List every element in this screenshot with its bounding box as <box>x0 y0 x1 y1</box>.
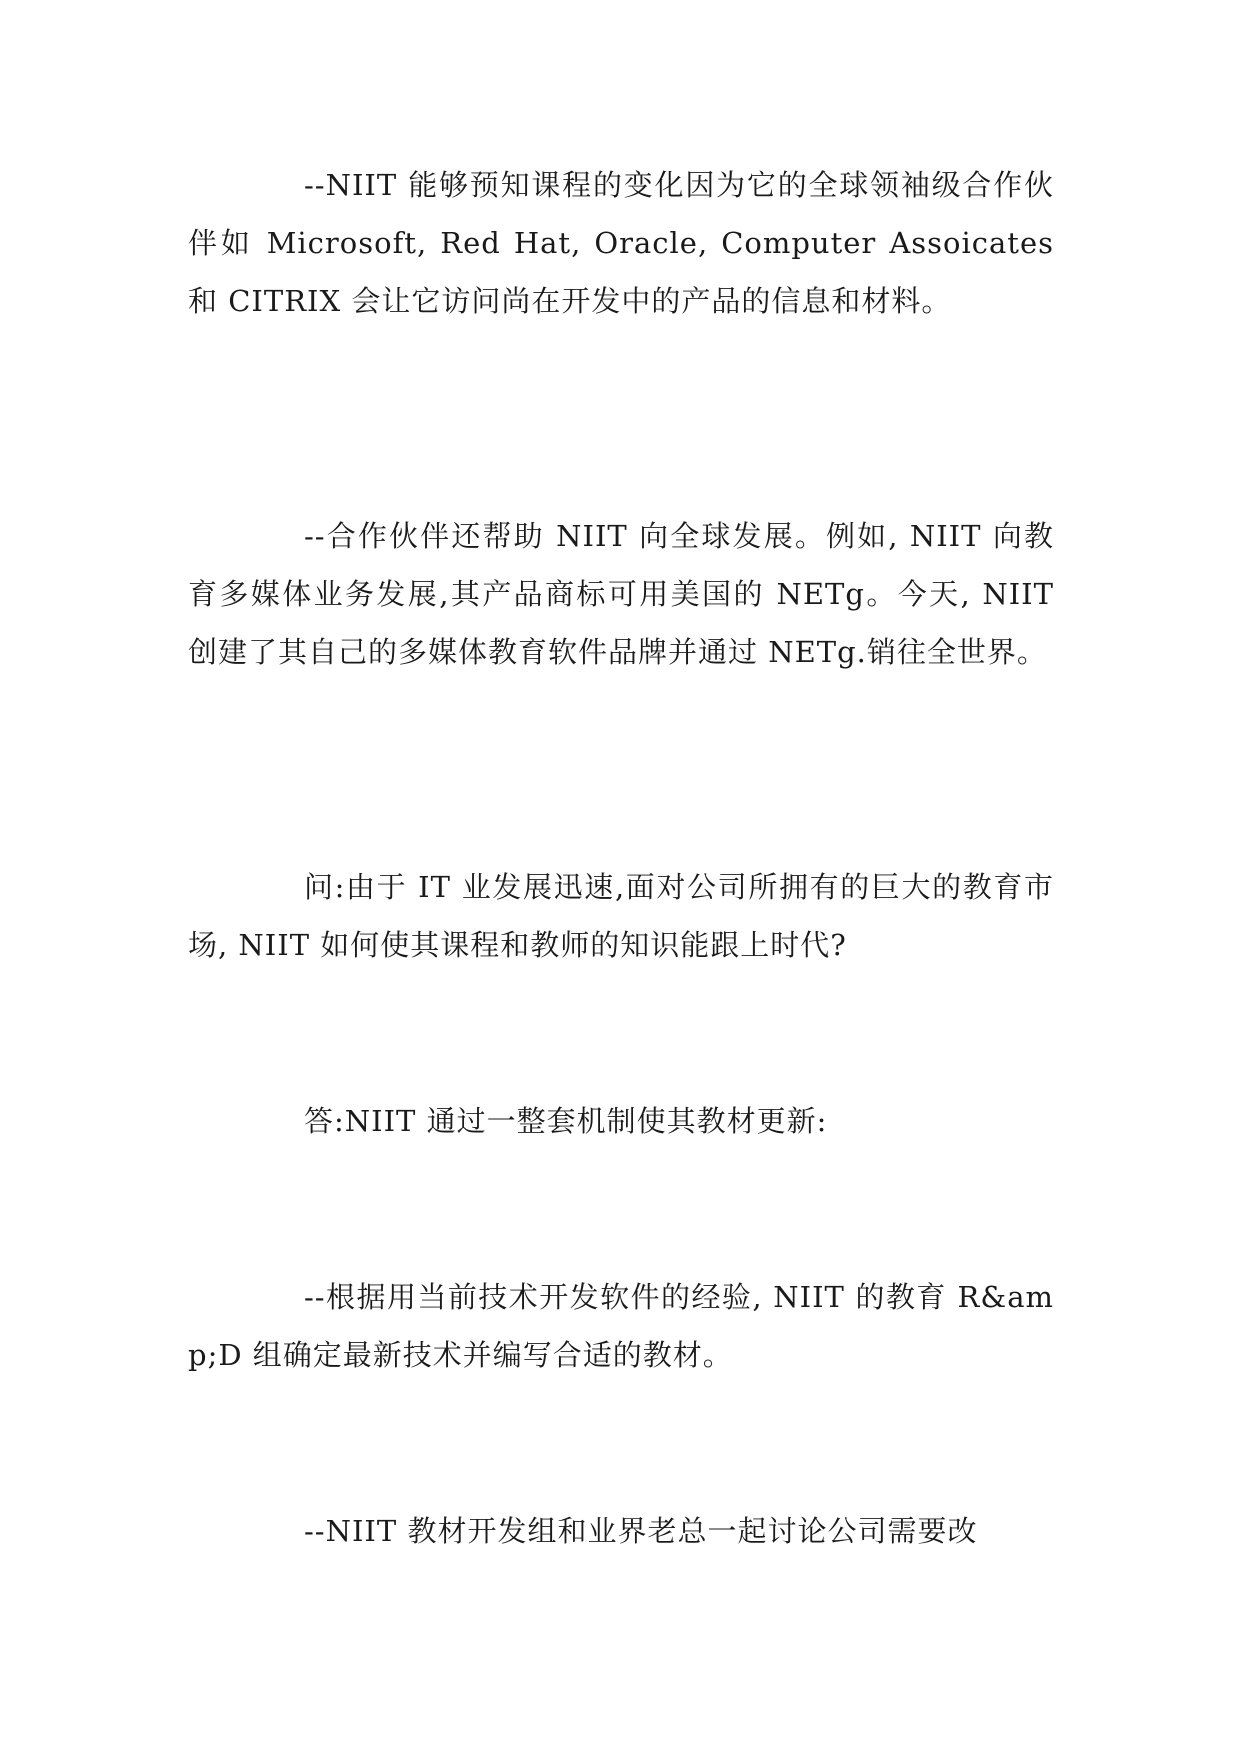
paragraph-answer: 答:NIIT 通过一整套机制使其教材更新: <box>304 1104 828 1138</box>
paragraph-global-expansion: --合作伙伴还帮助 NIIT 向全球发展。例如, NIIT 向教育多媒体业务发展,其产品商标可用美国的 NETg。今天, NIIT 创建了其自己的多媒体教育软件品牌并通过 NETg.销往全世界。 <box>188 519 1054 669</box>
paragraph-partners-preview: --NIIT 能够预知课程的变化因为它的全球领袖级合作伙伴如 Microsoft, Red Hat, Oracle, Computer Assoicates 和 CITRIX 会让它访问尚在开发中的产品的信息和材料。 <box>188 168 1054 318</box>
paragraph-rd-group: --根据用当前技术开发软件的经验, NIIT 的教育 R&amp;D 组确定最新技术并编写合适的教材。 <box>188 1280 1054 1372</box>
paragraph-development-team: --NIIT 教材开发组和业界老总一起讨论公司需要改 <box>304 1514 978 1548</box>
paragraph-question: 问:由于 IT 业发展迅速,面对公司所拥有的巨大的教育市场, NIIT 如何使其课程和教师的知识能跟上时代? <box>188 870 1054 962</box>
